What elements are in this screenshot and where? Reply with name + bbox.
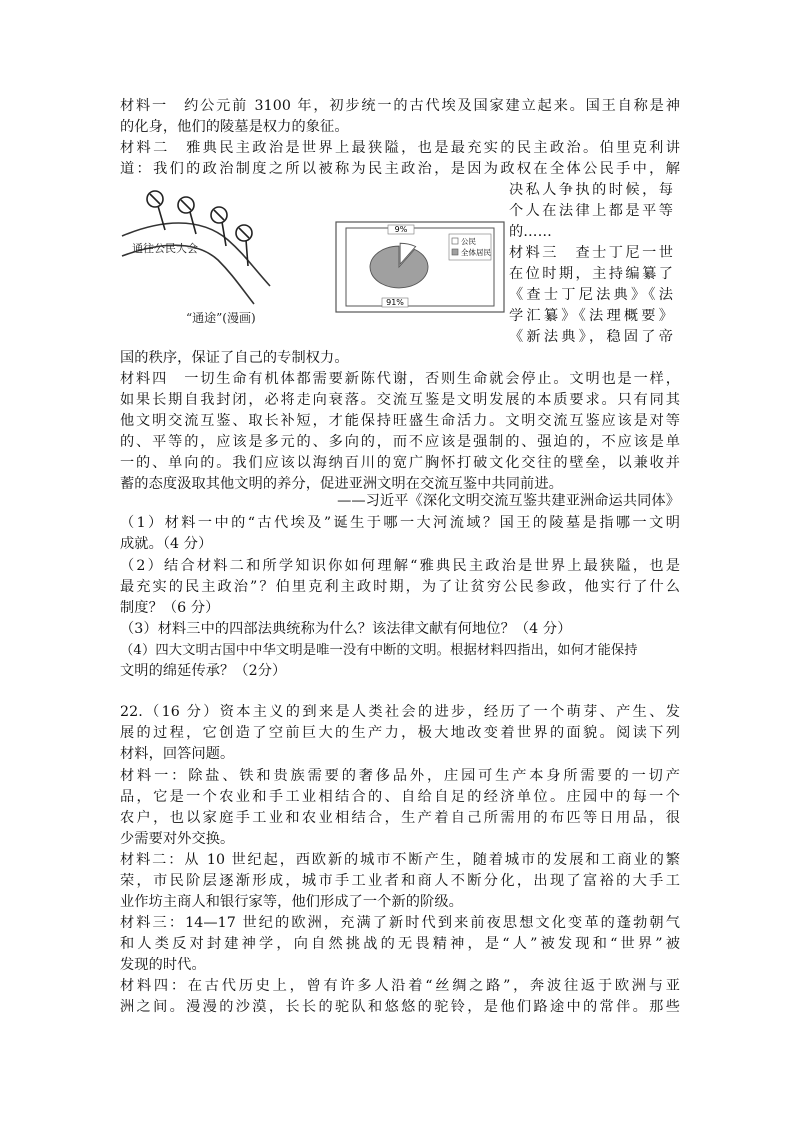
legend-label-0: 公民 [461, 237, 476, 246]
q22-material-3-line-1: 材料三：14—17 世纪的欧洲，充满了新时代到来前夜思想文化变革的蓬勃朝气 [120, 915, 680, 931]
q22-material-4-line-1: 材料四：在古代历史上，曾有许多人沿着“丝绸之路”，奔波往返于欧洲与亚 [120, 978, 680, 994]
material-1-line-2: 的化身，他们的陵墓是权力的象征。 [120, 119, 349, 135]
material-2-line-5: 的…… [509, 224, 552, 240]
material-2-line-2: 道：我们的政治制度之所以被称为民主政治，是因为政权在全体公民手中，解 [120, 161, 680, 177]
material-4-line-4: 的、平等的，应该是多元的、多向的，而不应该是强制的、强迫的，不应该是单 [120, 434, 680, 450]
material-3-line-6: 国的秩序，保证了自己的专制权力。 [120, 350, 349, 366]
legend-swatch-0 [452, 238, 458, 244]
pie-slice-all-residents [370, 246, 428, 288]
q22-material-1-line-4: 少需要对外交换。 [120, 831, 235, 847]
question-4-line-2: 文明的绵延传承？（2分） [120, 663, 287, 679]
q22-material-3-line-2: 和人类反对封建神学，向自然挑战的无畏精神，是“人”被发现和“世界”被 [120, 936, 680, 952]
question-1-line-2: 成就。（4 分） [120, 536, 213, 552]
material-3-line-1: 材料三 查士丁尼一世 [509, 245, 673, 261]
material-3-line-2: 在位时期，主持编纂了 [509, 266, 673, 282]
material-1-line-1: 材料一 约公元前 3100 年，初步统一的古代埃及国家建立起来。国王自称是神 [120, 98, 680, 114]
question-1-line-1: （1）材料一中的“古代埃及”诞生于哪一大河流域？国王的陵墓是指哪一文明 [120, 515, 680, 531]
q22-material-1-line-1: 材料一：除盐、铁和贵族需要的奢侈品外，庄园可生产本身所需要的一切产 [120, 768, 680, 784]
data-label-citizens: 9% [394, 225, 408, 234]
material-4-line-3: 他文明交流互鉴、取长补短，才能保持旺盛生命活力。文明交流互鉴应该是对等 [120, 413, 680, 429]
material-3-line-5: 《新法典》，稳固了帝 [509, 329, 673, 345]
q22-line-2: 展的过程，它创造了空前巨大的生产力，极大地改变着世界的面貌。阅读下列 [120, 725, 680, 741]
legend-label-1: 全体居民 [461, 248, 491, 257]
q22-material-2-line-3: 业作坊主商人和银行家等，他们形成了一个新的阶级。 [120, 894, 463, 910]
question-2-line-1: （2）结合材料二和所学知识你如何理解“雅典民主政治是世界上最狭隘，也是 [120, 558, 680, 574]
q22-material-3-line-3: 发现的时代。 [120, 957, 206, 973]
material-4-line-1: 材料四 一切生命有机体都需要新陈代谢，否则生命就会停止。文明也是一样， [120, 371, 680, 387]
material-4-line-2: 如果长期自我封闭，必将走向衰落。交流互鉴是文明发展的本质要求。只有同其 [120, 392, 680, 408]
q22-material-1-line-2: 品，它是一个农业和手工业相结合的、自给自足的经济单位。庄园中的每一个 [120, 789, 680, 805]
material-4-line-6: 蓄的态度汲取其他文明的养分，促进亚洲文明在交流互鉴中共同前进。 [120, 476, 563, 492]
material-4-line-5: 一的、单向的。我们应该以海纳百川的宽广胸怀打破文化交往的壁垒，以兼收并 [120, 455, 680, 471]
pie-chart [335, 221, 505, 313]
cartoon-figure [120, 186, 310, 328]
no-entry-sign-3 [211, 207, 227, 246]
no-entry-sign-2 [178, 197, 196, 234]
q22-material-4-line-2: 洲之间。漫漫的沙漠，长长的驼队和悠悠的驼铃，是他们路途中的常伴。那些 [120, 999, 680, 1015]
question-4-line-1: （4）四大文明古国中中华文明是唯一没有中断的文明。根据材料四指出，如何才能保持 [120, 643, 638, 658]
material-3-line-4: 学汇纂》《法理概要》 [509, 308, 673, 324]
citation: ——习近平《深化文明交流互鉴共建亚洲命运共同体》 [337, 493, 680, 509]
question-3: （3）材料三中的四部法典统称为什么？该法律文献有何地位？（4 分） [120, 621, 572, 637]
data-label-all-residents: 91% [386, 298, 404, 307]
q22-material-2-line-2: 荣，市民阶层逐渐形成，城市手工业者和商人不断分化，出现了富裕的大手工 [120, 873, 680, 889]
q22-material-1-line-3: 农户，也以家庭手工业和农业相结合，生产着自己所需用的布匹等日用品，很 [120, 810, 680, 826]
legend-swatch-1 [452, 249, 458, 255]
cartoon-caption: “通途”(漫画) [186, 311, 256, 325]
q22-line-3: 材料，回答问题。 [120, 746, 235, 762]
material-2-line-4: 个人在法律上都是平等 [509, 203, 673, 219]
question-2-line-3: 制度？（6 分） [120, 600, 220, 616]
road-label: 通往公民大会 [132, 242, 198, 255]
chart-legend [449, 234, 491, 260]
no-entry-sign-4 [236, 225, 252, 266]
q22-line-1: 22.（16 分）资本主义的到来是人类社会的进步，经历了一个萌芽、产生、发 [120, 704, 680, 720]
material-2-line-3: 决私人争执的时候，每 [509, 182, 673, 198]
material-2-line-1: 材料二 雅典民主政治是世界上最狭隘，也是最充实的民主政治。伯里克利讲 [120, 140, 680, 156]
material-3-line-3: 《查士丁尼法典》《法 [509, 287, 673, 303]
q22-material-2-line-1: 材料二：从 10 世纪起，西欧新的城市不断产生，随着城市的发展和工商业的繁 [120, 852, 680, 868]
question-2-line-2: 最充实的民主政治”？伯里克利主政时期，为了让贫穷公民参政，他实行了什么 [120, 579, 680, 595]
